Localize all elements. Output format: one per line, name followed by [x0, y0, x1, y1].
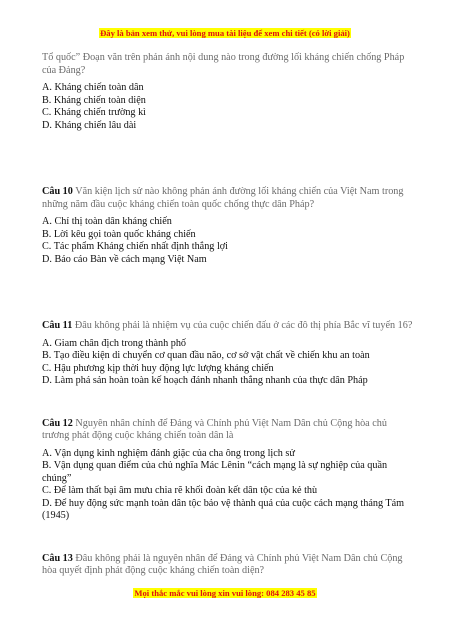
- contact-notice-banner: [0, 588, 450, 598]
- option-a: A. Kháng chiến toàn dân: [42, 82, 144, 93]
- option-d: D. Để huy động sức mạnh toàn dân tộc bảo vệ thành quả của cuộc cách mạng tháng Tám (1945): [42, 497, 405, 521]
- question-number: Câu 12: [42, 417, 73, 429]
- option-a: A. Vận dụng kinh nghiệm đánh giặc của cha ông trong lịch sử: [42, 447, 295, 459]
- answer-options: [42, 448, 414, 523]
- question-stem: Câu 11 Đâu không phải là nhiệm vụ của cuộc chiến đấu ở các đô thị phía Bắc vĩ tuyến 16?: [42, 320, 413, 331]
- option-c: C. Hậu phương kịp thời huy động lực lượng kháng chiến: [42, 362, 274, 374]
- option-a: A. Giam chân địch trong thành phố: [42, 337, 187, 349]
- document-body: [42, 42, 414, 578]
- option-a: A. Chỉ thị toàn dân kháng chiến: [42, 216, 172, 227]
- question-12: [42, 418, 414, 523]
- option-d: D. Làm phá sản hoàn toàn kế hoạch đánh nhanh thắng nhanh của thực dân Pháp: [42, 375, 368, 386]
- question-9-continued: [42, 52, 414, 132]
- answer-options: [42, 338, 414, 388]
- option-c: C. Tác phẩm Kháng chiến nhất định thắng lợi: [42, 241, 228, 252]
- option-b: B. Vận dụng quan điểm của chủ nghĩa Mác Lênin “cách mạng là sự nghiệp của quần chúng”: [42, 460, 388, 484]
- option-d: D. Kháng chiến lâu dài: [42, 119, 137, 131]
- option-b: B. Lời kêu gọi toàn quốc kháng chiến: [42, 228, 196, 240]
- preview-notice-banner: [0, 28, 450, 38]
- question-number: Câu 10: [42, 186, 73, 197]
- answer-options: [42, 216, 414, 266]
- question-stem: Câu 10 Văn kiện lịch sử nào không phản ánh đường lối kháng chiến của Việt Nam trong những năm đầu cuộc kháng chiến toàn quốc chống thực dân Pháp?: [42, 186, 404, 210]
- question-stem: Tổ quốc” Đoạn văn trên phản ánh nội dung nào trong đường lối kháng chiến chống Pháp của Đảng?: [42, 52, 405, 76]
- answer-options: [42, 82, 414, 132]
- question-13: [42, 553, 414, 578]
- question-stem: Câu 12 Nguyên nhân chính để Đảng và Chính phủ Việt Nam Dân chủ Cộng hòa chủ trương phát động cuộc kháng chiến toàn dân là: [42, 417, 387, 441]
- preview-notice-text: Đây là bản xem thử, vui lòng mua tài liệu để xem chi tiết (có lời giải): [100, 28, 350, 38]
- question-number: Câu 11: [42, 320, 73, 331]
- question-11: [42, 320, 414, 388]
- contact-notice-text: Mọi thắc mắc vui lòng xin vui lòng: 084 283 45 85: [134, 588, 316, 598]
- option-b: B. Kháng chiến toàn diện: [42, 94, 146, 106]
- question-10: [42, 186, 414, 266]
- question-stem: Câu 13 Đâu không phải là nguyên nhân để Đảng và Chính phủ Việt Nam Dân chủ Cộng hòa quyết định phát động cuộc kháng chiến toàn diện?: [42, 552, 403, 576]
- question-number: Câu 13: [42, 552, 73, 564]
- option-c: C. Để làm thất bại âm mưu chia rẽ khối đoàn kết dân tộc của kẻ thù: [42, 485, 318, 496]
- option-d: D. Báo cáo Bàn về cách mạng Việt Nam: [42, 253, 207, 265]
- option-c: C. Kháng chiến trường kì: [42, 107, 146, 118]
- option-b: B. Tạo điều kiện di chuyển cơ quan đầu não, cơ sở vật chất về chiến khu an toàn: [42, 350, 370, 361]
